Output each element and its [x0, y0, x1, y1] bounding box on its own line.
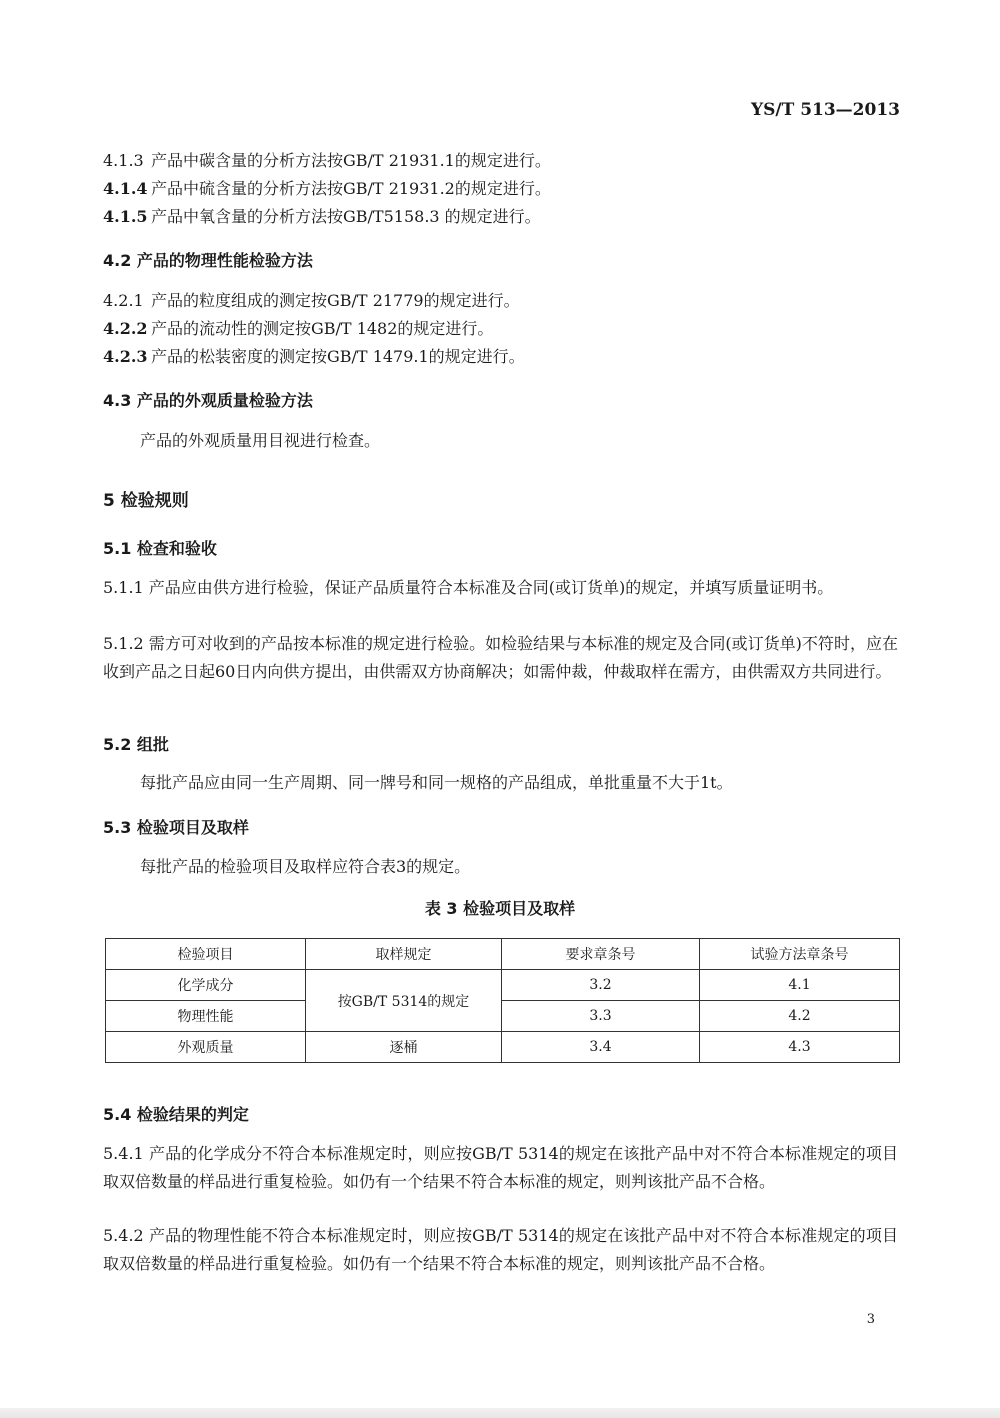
paragraph-5-3: 每批产品的检验项目及取样应符合表3的规定。	[140, 857, 471, 876]
table-header-cell: 要求章条号	[502, 939, 700, 970]
table-row	[106, 1032, 900, 1063]
clause-4-1-5	[103, 206, 541, 228]
heading-5: 5 检验规则	[103, 491, 189, 511]
paragraph-4-3: 产品的外观质量用目视进行检查。	[140, 431, 381, 450]
table-cell: 4.3	[700, 1032, 900, 1063]
paragraph-5-1-2: 5.1.2 需方可对收到的产品按本标准的规定进行检验。如检验结果与本标准的规定及合同(或订货单)不符时，应在收到产品之日起60日内向供方提出，由供需双方协商解决；如需仲裁，仲裁取样在需方，由供需双方共同进行。	[103, 634, 898, 681]
table-header-cell: 试验方法章条号	[700, 939, 900, 970]
paragraph-5-4-1: 5.4.1 产品的化学成分不符合本标准规定时，则应按GB/T 5314的规定在该批产品中对不符合本标准规定的项目取双倍数量的样品进行重复检验。如仍有一个结果不符合本标准的规定，则判该批产品不合格。	[103, 1144, 898, 1191]
heading-4-3: 4.3 产品的外观质量检验方法	[103, 391, 313, 410]
page-number: 3	[866, 1312, 875, 1327]
clause-text: 产品的流动性的测定按GB/T 1482的规定进行。	[151, 319, 494, 338]
heading-4-2: 4.2 产品的物理性能检验方法	[103, 251, 313, 270]
clause-number: 4.2.3	[103, 347, 148, 366]
table-cell: 3.3	[502, 1001, 700, 1032]
paragraph-5-1-1: 5.1.1 产品应由供方进行检验，保证产品质量符合本标准及合同(或订货单)的规定，并填写质量证明书。	[103, 578, 834, 597]
standard-code: YS/T 513—2013	[751, 100, 900, 120]
table-header-cell: 检验项目	[106, 939, 306, 970]
paragraph-5-2: 每批产品应由同一生产周期、同一牌号和同一规格的产品组成，单批重量不大于1t。	[140, 773, 733, 792]
table-cell: 4.1	[700, 970, 900, 1001]
table-cell: 逐桶	[306, 1032, 502, 1063]
table-header-row	[106, 939, 900, 970]
clause-4-2-3	[103, 346, 525, 368]
table-cell: 4.2	[700, 1001, 900, 1032]
heading-5-1: 5.1 检查和验收	[103, 539, 217, 558]
table-cell: 3.2	[502, 970, 700, 1001]
clause-4-1-4	[103, 178, 551, 200]
table-row	[106, 1001, 900, 1032]
clause-number: 4.2.1	[103, 291, 144, 310]
clause-number: 4.1.4	[103, 179, 148, 198]
clause-text: 产品中氧含量的分析方法按GB/T5158.3 的规定进行。	[151, 207, 541, 226]
clause-4-1-3	[103, 150, 551, 172]
clause-number: 4.2.2	[103, 319, 148, 338]
table-cell: 物理性能	[106, 1001, 306, 1032]
table-row	[106, 970, 900, 1001]
table-cell: 外观质量	[106, 1032, 306, 1063]
table-cell: 化学成分	[106, 970, 306, 1001]
paragraph-5-4-2: 5.4.2 产品的物理性能不符合本标准规定时，则应按GB/T 5314的规定在该批产品中对不符合本标准规定的项目取双倍数量的样品进行重复检验。如仍有一个结果不符合本标准的规定，则判该批产品不合格。	[103, 1226, 898, 1273]
page-bottom-edge	[0, 1408, 1000, 1418]
clause-text: 产品的粒度组成的测定按GB/T 21779的规定进行。	[151, 291, 520, 310]
table-cell-merged: 按GB/T 5314的规定	[306, 970, 502, 1032]
clause-4-2-2	[103, 318, 493, 340]
heading-5-2: 5.2 组批	[103, 735, 169, 754]
clause-4-2-1	[103, 290, 520, 312]
table-cell: 3.4	[502, 1032, 700, 1063]
inspection-table	[105, 938, 900, 1063]
clause-text: 产品的松装密度的测定按GB/T 1479.1的规定进行。	[151, 347, 525, 366]
clause-text: 产品中硫含量的分析方法按GB/T 21931.2的规定进行。	[151, 179, 551, 198]
clause-text: 产品中碳含量的分析方法按GB/T 21931.1的规定进行。	[151, 151, 551, 170]
table-title: 表 3 检验项目及取样	[424, 899, 576, 918]
table-header-cell: 取样规定	[306, 939, 502, 970]
heading-5-3: 5.3 检验项目及取样	[103, 818, 249, 837]
clause-number: 4.1.3	[103, 151, 144, 170]
heading-5-4: 5.4 检验结果的判定	[103, 1105, 249, 1124]
clause-number: 4.1.5	[103, 207, 148, 226]
